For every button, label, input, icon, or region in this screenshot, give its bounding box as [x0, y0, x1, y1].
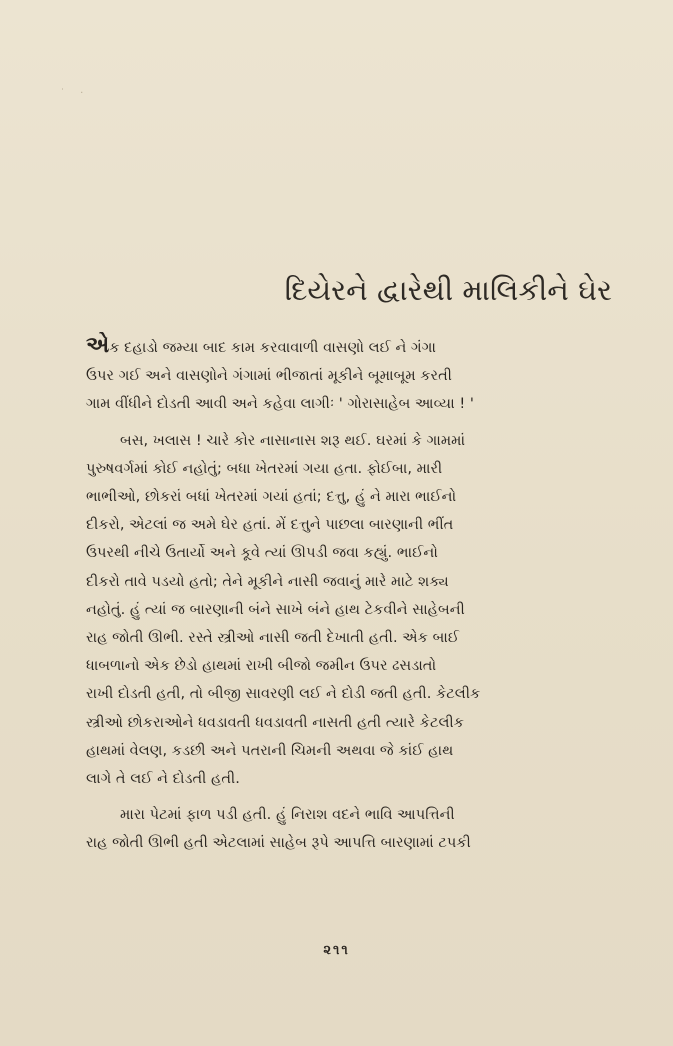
paragraph-1	[86, 332, 616, 419]
text-line: દીકરો તાવે પડયો હતો; તેને મૂકીને નાસી જવાનું મારે માટે શક્ય	[86, 572, 449, 590]
text-line: નહોતું. હું ત્યાં જ બારણાની બંને સાખે બંને હાથ ટેકવીને સાહેબની	[86, 600, 465, 618]
text-line: ઉપરથી નીચે ઉતાર્યો અને કૂવે ત્યાં ઊપડી જવા કહ્યું. ભાઈનો	[86, 544, 438, 562]
body-text	[86, 332, 616, 858]
text-line: ગામ વીંધીને દોડતી આવી અને કહેવા લાગીઃ ' ગોરાસાહેબ આવ્યા ! '	[86, 395, 474, 413]
paragraph-3	[86, 801, 616, 857]
chapter-title: દિયેરને દ્વારેથી માલિકીને ઘેર	[284, 273, 612, 307]
text-line: પુરુષવર્ગમાં કોઈ નહોતું; બધા ખેતરમાં ગયા હતા. ફોઈબા, મારી	[86, 459, 443, 477]
paragraph-2	[86, 427, 616, 794]
text-line: રાહ જોતી ઊભી હતી એટલામાં સાહેબ રૂપે આપત્તિ બારણામાં ટપકી	[86, 834, 471, 852]
text-line: મારા પેટમાં ફાળ પડી હતી. હું નિરાશ વદને ભાવિ આપત્તિની	[120, 806, 455, 824]
text-line: ઉપર ગઈ અને વાસણોને ગંગામાં ભીજાતાં મૂકીને બૂમાબૂમ કરતી	[86, 367, 452, 385]
text-line: એક દહાડો જમ્યા બાદ કામ કરવાવાળી વાસણો લઈ ને ગંગા	[86, 333, 436, 358]
page-speck: ˙ ·	[60, 88, 90, 99]
text-line: દીકરો, એટલાં જ અમે ઘેર હતાં. મેં દત્તુને પાછલા બારણાની ભીંત	[86, 516, 454, 534]
text-line: હાથમાં વેલણ, કડછી અને પતરાની ચિમની અથવા જે કાંઈ હાથ	[86, 741, 454, 759]
text-line: ધાબળાનો એક છેડો હાથમાં રાખી બીજો જમીન ઉપર ઢસડાતો	[86, 657, 437, 675]
drop-cap: એ	[86, 333, 110, 358]
text-line: બસ, ખલાસ ! ચારે કોર નાસાનાસ શરૂ થઈ. ઘરમાં કે ગામમાં	[120, 431, 466, 449]
text-line: સ્ત્રીઓ છોકરાઓને ધવડાવતી ધવડાવતી નાસતી હતી ત્યારે કેટલીક	[86, 713, 464, 731]
text-line: રાખી દોડતી હતી, તો બીજી સાવરણી લઈ ને દોડી જતી હતી. કેટલીક	[86, 685, 481, 703]
text-line: રાહ જોતી ઊભી. રસ્તે સ્ત્રીઓ નાસી જતી દેખાતી હતી. એક બાઈ	[86, 629, 460, 647]
text-line: લાગે તે લઈ ને દોડતી હતી.	[86, 770, 240, 788]
text-line: ભાભીઓ, છોકરાં બધાં ખેતરમાં ગયાં હતાં; દત્તુ, હું ને મારા ભાઈનો	[86, 488, 457, 506]
page-number: ૨૧૧	[323, 943, 350, 958]
